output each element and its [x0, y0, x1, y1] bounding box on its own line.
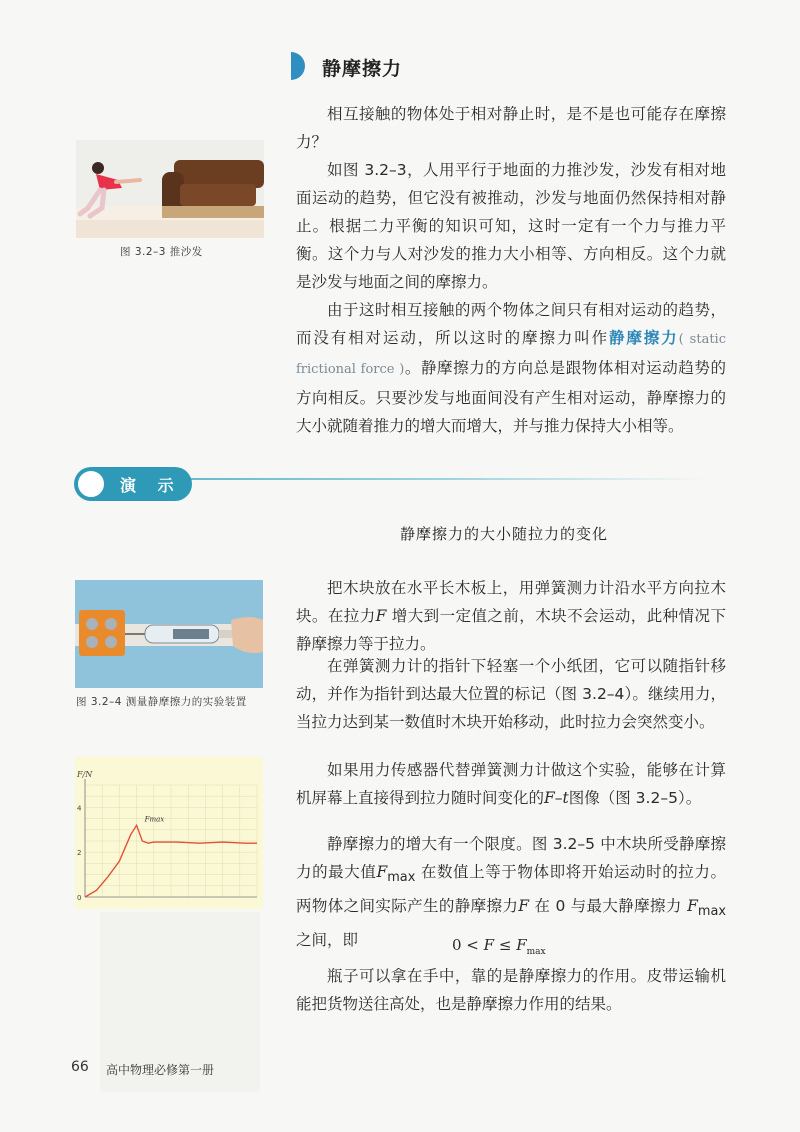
formula-left: 0 <	[452, 936, 484, 954]
demo-paragraph-2: 在弹簧测力计的指针下轻塞一个小纸团，它可以随指针移动，并作为指针到达最大位置的标记（图 3.2–4）。继续用力，当拉力达到某一数值时木块开始移动，此时拉力会突然变小。	[296, 657, 726, 731]
book-title: 高中物理必修第一册	[106, 1063, 215, 1077]
intro-paragraph-1: 相互接触的物体处于相对静止时，是不是也可能存在摩擦力？	[296, 105, 726, 151]
demo-p3-text-b: 图像（图 3.2–5）。	[568, 789, 702, 807]
intro-paragraph-2: 如图 3.2–3，人用平行于地面的力推沙发，沙发有相对地面运动的趋势，但它没有被推动，沙发与地面仍然保持相对静止。根据二力平衡的知识可知，这时一定有一个力与推力平衡。这个力与人对沙发的推力大小相等、方向相反。这个力就是沙发与地面之间的摩擦力。	[296, 161, 726, 291]
demo-badge-label: 演 示	[120, 476, 182, 495]
demo-title: 静摩擦力的大小随拉力的变化	[400, 525, 609, 543]
demo-paragraph-3	[296, 756, 726, 812]
demo-paragraph-1	[296, 574, 726, 658]
person-head	[92, 162, 104, 174]
intro-paragraph-3	[296, 296, 726, 440]
body-p1-text-d: 之间，即	[296, 931, 359, 950]
figure-spring-scale-apparatus	[75, 580, 263, 688]
term-english: ( static frictional force )	[296, 332, 726, 377]
section-marker-icon	[291, 52, 305, 80]
annotation-fmax: Fmax	[144, 815, 165, 824]
formula-leq: ≤	[494, 936, 517, 954]
demo-p1-text-b: 增大到一定值之前，木块不会运动，此种情况下静摩擦力等于拉力。	[296, 607, 726, 653]
sofa-back	[174, 160, 264, 188]
wood-block	[79, 610, 125, 656]
formula-sub-max: max	[526, 947, 546, 957]
term-static-friction: 静摩擦力	[609, 329, 679, 347]
section-title: 静摩擦力	[322, 58, 403, 80]
intro-p3-text-a: 由于这时相互接触的两个物体之间只有相对运动的趋势，而没有相对运动，所以这时的摩擦力叫作	[296, 301, 726, 347]
inequality-formula	[452, 936, 546, 957]
body-p1-text-a: 静摩擦力的增大有一个限度。图 3.2–5 中木块所受静摩擦力的最大值	[296, 835, 726, 881]
y-tick-label: 2	[77, 849, 82, 858]
var-F: F	[375, 607, 387, 625]
formula-var-F: F	[483, 936, 495, 954]
sofa-base	[162, 206, 264, 218]
sub-max-1: max	[387, 870, 416, 886]
y-tick-label: 4	[77, 804, 82, 813]
body-paragraph-2: 瓶子可以拿在手中，靠的是静摩擦力的作用。皮带运输机能把货物送往高处，也是静摩擦力作用的结果。	[296, 967, 726, 1013]
formula-var-Fmax: F	[516, 936, 527, 954]
ft-chart	[75, 757, 263, 909]
demo-p3-text-a: 如果用力传感器代替弹簧测力计做这个实验，能够在计算机屏幕上直接得到拉力随时间变化的	[296, 761, 726, 807]
figure-caption-3-2-4: 图 3.2–4 测量静摩擦力的实验装置	[76, 696, 247, 708]
figure-caption-3-2-3: 图 3.2–3 推沙发	[120, 246, 203, 258]
var-F-2: F	[518, 897, 530, 916]
body-p1-text-c: 在 0 与最大静摩擦力	[529, 897, 688, 916]
body-p1-text-b: 在数值上等于物体即将开始运动时的拉力。两物体之间实际产生的静摩擦力	[296, 863, 726, 916]
var-Fmax-2: F	[687, 897, 698, 916]
var-F-t: F–t	[544, 789, 569, 807]
demo-icon	[76, 469, 106, 499]
demo-badge	[74, 467, 192, 501]
var-Fmax-1: F	[376, 863, 388, 881]
hand	[231, 617, 263, 653]
sub-max-2: max	[697, 904, 726, 920]
y-axis-label: F/N	[77, 770, 93, 779]
demo-p1-text-a: 把木块放在水平长木板上，用弹簧测力计沿水平方向拉木块。在拉力	[296, 579, 726, 625]
y-tick-label: 0	[77, 894, 82, 902]
intro-p3-text-b: 。静摩擦力的方向总是跟物体相对运动趋势的方向相反。只要沙发与地面间没有产生相对运动，静摩擦力的大小就随着推力的增大而增大，并与推力保持大小相等。	[296, 359, 726, 435]
person-arm	[116, 180, 140, 182]
sofa-seat	[180, 184, 256, 206]
figure-push-sofa	[76, 140, 264, 238]
page-number: 66	[71, 1059, 89, 1075]
